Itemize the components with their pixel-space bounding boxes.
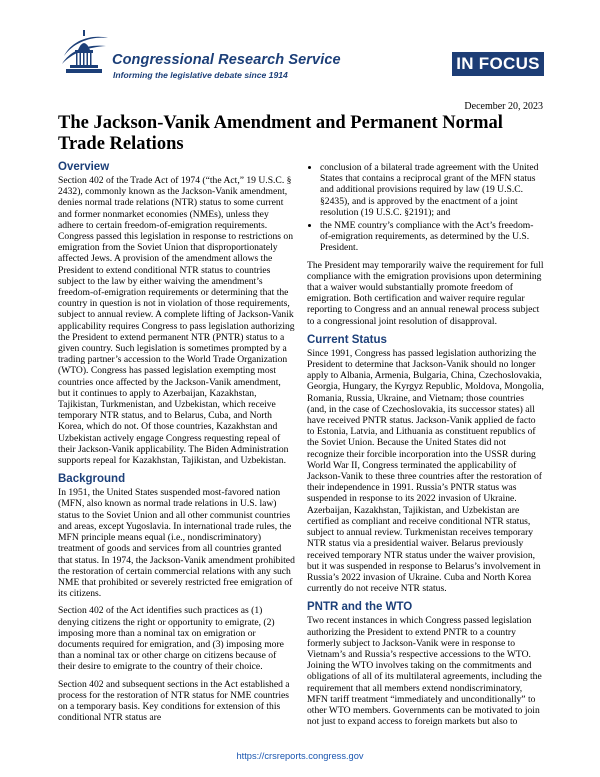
org-tagline: Informing the legislative debate since 1914 (113, 70, 288, 80)
left-column (58, 157, 295, 729)
background-heading: Background (58, 473, 126, 486)
pntr-wto-heading: PNTR and the WTO (307, 601, 413, 614)
document-title: The Jackson-Vanik Amendment and Permanent Normal Trade Relations (58, 113, 503, 154)
list-item: • the NME country’s compliance with the Act’s freedom-of-emigration requirements, as determined by the U.S. President. (320, 220, 544, 254)
background-paragraph-1: In 1951, the United States suspended most-favored nation (MFN, also known as normal trade relations in U.S. law) status to the Soviet Union and all other communist countries and areas, except Yugoslavia. In international trade rules, the MFN principle means equal (i.e., nondiscriminatory) treatment of goods and services from all countries granted that status. In 1974, the Jackson-Vanik amendment prohibited the restoration of certain commercial relations with any such NME that prohibited or severely restricted free emigration of its citizens. (58, 487, 295, 600)
list-item: • conclusion of a bilateral trade agreement with the United States that contains a reciprocal grant of the MFN status and additional provisions required by law (19 U.S.C. §2435), and is approved by the enactment of a joint resolution (19 U.S.C. §2191); and (320, 162, 544, 218)
overview-paragraph: Section 402 of the Trade Act of 1974 (“the Act,” 19 U.S.C. § 2432), commonly known as the Jackson-Vanik amendment, denies normal trade relations (NTR) status to some current and former nonmarket economies (NMEs), unless they adhere to certain freedom-of-emigration requirements. Congress passed this legislation in response to restrictions on emigration from the Soviet Union that disproportionately affected Jews. A provision of the amendment allows the President to extend conditional NTR status to countries subject to the law by either waiving the amendment’s freedom-of-emigration requirements or determining that the country in question is not in violation of those requirements, subject to annual review. A complete lifting of Jackson-Vanik applicability requires Congress to pass legislation authorizing the President to extend permanent NTR (PNTR) status to a given country. Such legislation is sometimes prompted by a trading partner’s accession to the World Trade Organization (WTO). Congress has passed legislation exempting most countries once affected by the Jackson-Vanik amendment, but it continues to apply to Azerbaijan, Kazakhstan, Tajikistan, Turkmenistan, and Uzbekistan, which receive temporary NTR status, and to Belarus, Cuba, and North Korea, which do not. Of those countries, Kazakhstan and Uzbekistan actively engage Congress requesting repeal of their Jackson-Vanik applicability. The Biden Administration supports repeal for Kazakhstan, Tajikistan, and Uzbekistan. (58, 175, 295, 467)
publication-date: December 20, 2023 (464, 101, 543, 112)
waiver-paragraph: The President may temporarily waive the requirement for full compliance with the emigration provisions upon determining that a waiver would substantially promote freedom of emigration. Both certification and waiver require regular reporting to Congress and an annual renewal process subject to a congressional joint resolution of disapproval. (307, 259, 544, 327)
conditions-list (307, 162, 544, 254)
footer-url-link[interactable]: https://crsreports.congress.gov (236, 751, 364, 761)
overview-heading: Overview (58, 161, 110, 173)
background-paragraph-2: Section 402 of the Act identifies such practices as (1) denying citizens the right or opportunity to emigrate, (2) imposing more than a nominal tax on emigration or documents required for emigration, and (3) imposing more than a nominal tax or other charge on citizens because of their desire to emigrate to the country of their choice. (58, 605, 284, 673)
org-name: Congressional Research Service (112, 52, 341, 68)
current-status-heading: Current Status (307, 333, 387, 346)
pntr-wto-paragraph: Two recent instances in which Congress passed legislation authorizing the President to extend PNTR to a country formerly subject to Jackson-Vanik were in response to Vietnam’s and Russia’s respective accessions to the WTO. Joining the WTO involves taking on the commitments and obligations of all of its multilateral agreements, including the requirement that all members extend nondiscriminatory, MFN tariff treatment “immediately and unconditionally” to other WTO members. Governments can be motivated to join not just to expand access to foreign markets but also to (307, 615, 542, 728)
current-status-paragraph: Since 1991, Congress has passed legislation authorizing the President to determine that Jackson-Vanik should no longer apply to Albania, Armenia, Bulgaria, China, Czechoslovakia, Georgia, Hungary, the Kyrgyz Republic, Moldova, Mongolia, Romania, Russia, Ukraine, and Vietnam; those countries (and, in the case of Czechoslovakia, its successor states) all have received PNTR status. Jackson-Vanik applied de facto to Estonia, Latvia, and Lithuania as constituent republics of the Soviet Union. Because the United States did not recognize their forcible incorporation into the USSR during World War II, Congress terminated the applicability of Jackson-Vanik to these three countries after the restoration of their independence in 1991. Russia’s PNTR status was suspended in response to its 2022 invasion of Ukraine. Azerbaijan, Kazakhstan, Tajikistan, and Uzbekistan are certified as compliant and receive conditional NTR status, subject to annual review. Turkmenistan receives temporary NTR status via a presidential waiver. Belarus previously received temporary NTR status under the waiver provision, but it was suspended in response to Belarus’s involvement in Russia’s 2022 invasion of Ukraine. Cuba and North Korea currently do not receive NTR status. (307, 347, 544, 595)
in-focus-badge: IN FOCUS (452, 52, 544, 76)
capitol-dome-icon (58, 26, 110, 78)
right-column (307, 162, 544, 733)
background-paragraph-3: Section 402 and subsequent sections in the Act established a process for the restoration of NTR status for NME countries on a temporary basis. Key conditions for extension of this conditional NTR status are (58, 678, 290, 724)
